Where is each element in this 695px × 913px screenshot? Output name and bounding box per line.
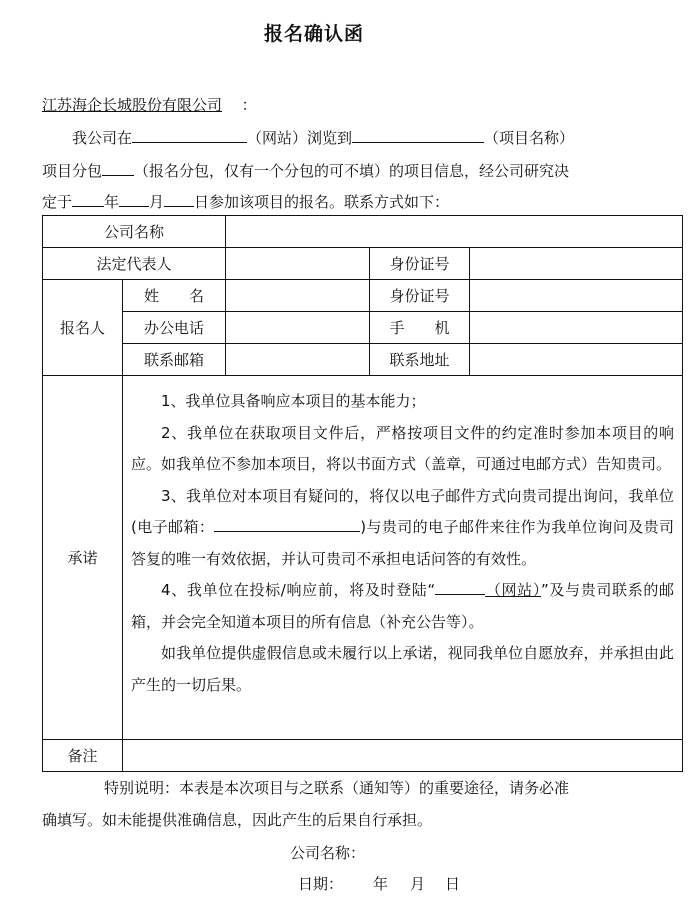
remarks-label: 备注 [43,740,123,772]
month-blank[interactable] [119,190,149,207]
day-blank[interactable] [164,190,194,207]
promise-text: )与贵司的电子邮件来往作为我单位询问及贵司答复的唯一有效依据，并认可贵司不承担电话问答的有效性。 [131,518,675,568]
address-label: 联系地址 [370,344,470,376]
promise-item-2: 2、我单位在获取项目文件后，严格按项目文件的约定准时参加本项目的响应。如我单位不参加本项目，将以书面方式（盖章，可通过电邮方式）告知贵司。 [131,423,675,473]
company-name-field[interactable] [226,216,683,248]
promise-text: 4、我单位在投标/响应前，将及时登陆“ [161,581,436,599]
email-label: 联系邮箱 [123,344,226,376]
footer-date-row [298,874,460,894]
project-name-blank[interactable] [352,126,484,143]
legal-rep-field[interactable] [226,248,370,280]
email-field[interactable] [226,344,370,376]
promise-content [123,376,683,740]
mobile-field[interactable] [470,312,683,344]
registrant-id-field[interactable] [470,280,683,312]
footer-year: 年 [373,875,389,893]
registrant-label: 报名人 [43,280,123,376]
promise-item-4 [131,575,674,638]
id-number-label: 身份证号 [370,248,470,280]
recipient-colon: ： [241,96,257,114]
office-phone-label: 办公电话 [123,312,226,344]
special-note-line-1: 特别说明：本表是本次项目与之联系（通知等）的重要途径，请务必准 [104,779,570,797]
intro-line-2 [42,159,569,181]
promise-item-3 [131,481,674,576]
intro-line-1 [72,126,574,148]
intro-line-3 [42,190,449,212]
intro-text: （项目名称） [484,129,575,147]
footer-date-label: 日期： [298,875,344,893]
intro-text: 定于 [42,193,73,211]
name-field[interactable] [226,280,370,312]
registrant-id-label: 身份证号 [370,280,470,312]
remarks-field[interactable] [123,740,683,772]
website-blank[interactable] [132,126,247,143]
intro-text: 月 [149,193,165,211]
promise-text: 3、我单位对本项目有疑问的，将仅以电子邮件方式向贵司提出询问，我单位(电子邮箱： [131,486,675,536]
intro-text: 年 [104,193,120,211]
email-blank[interactable] [214,515,360,532]
address-field[interactable] [470,344,683,376]
office-phone-field[interactable] [226,312,370,344]
year-blank[interactable] [72,190,104,207]
promise-item-1: 1、我单位具备响应本项目的基本能力； [161,392,426,410]
id-number-field[interactable] [470,248,683,280]
document-title: 报名确认函 [264,23,365,45]
intro-text: 日参加该项目的报名。联系方式如下： [194,193,450,211]
intro-text: （报名分包，仅有一个分包的可不填）的项目信息，经公司研究决 [134,162,570,180]
recipient-line [42,95,257,115]
website-blank-2[interactable] [435,578,485,595]
recipient-company: 江苏海企长城股份有限公司 [42,96,223,114]
sub-package-blank[interactable] [102,159,134,176]
company-name-label: 公司名称 [43,216,226,248]
special-note-line-2: 确填写。如未能提供准确信息，因此产生的后果自行承担。 [42,811,433,829]
footer-company-label: 公司名称： [290,844,366,862]
intro-text: 我公司在 [72,129,133,147]
legal-rep-label: 法定代表人 [43,248,226,280]
promise-text: ”及与贵司联系的邮箱，并会完全知道本项目的所有信息（补充公告等）。 [131,581,675,631]
intro-text: 项目分包 [42,162,103,180]
mobile-label: 手 机 [370,312,470,344]
registration-table [42,215,683,772]
name-label: 姓 名 [123,280,226,312]
promise-label: 承诺 [43,376,123,740]
footer-month: 月 [410,875,426,893]
promise-item-5: 如我单位提供虚假信息或未履行以上承诺，视同我单位自愿放弃，并承担由此产生的一切后果。 [131,644,675,694]
intro-text: （网站）浏览到 [247,129,353,147]
promise-website: （网站） [485,581,541,599]
footer-day: 日 [445,875,461,893]
